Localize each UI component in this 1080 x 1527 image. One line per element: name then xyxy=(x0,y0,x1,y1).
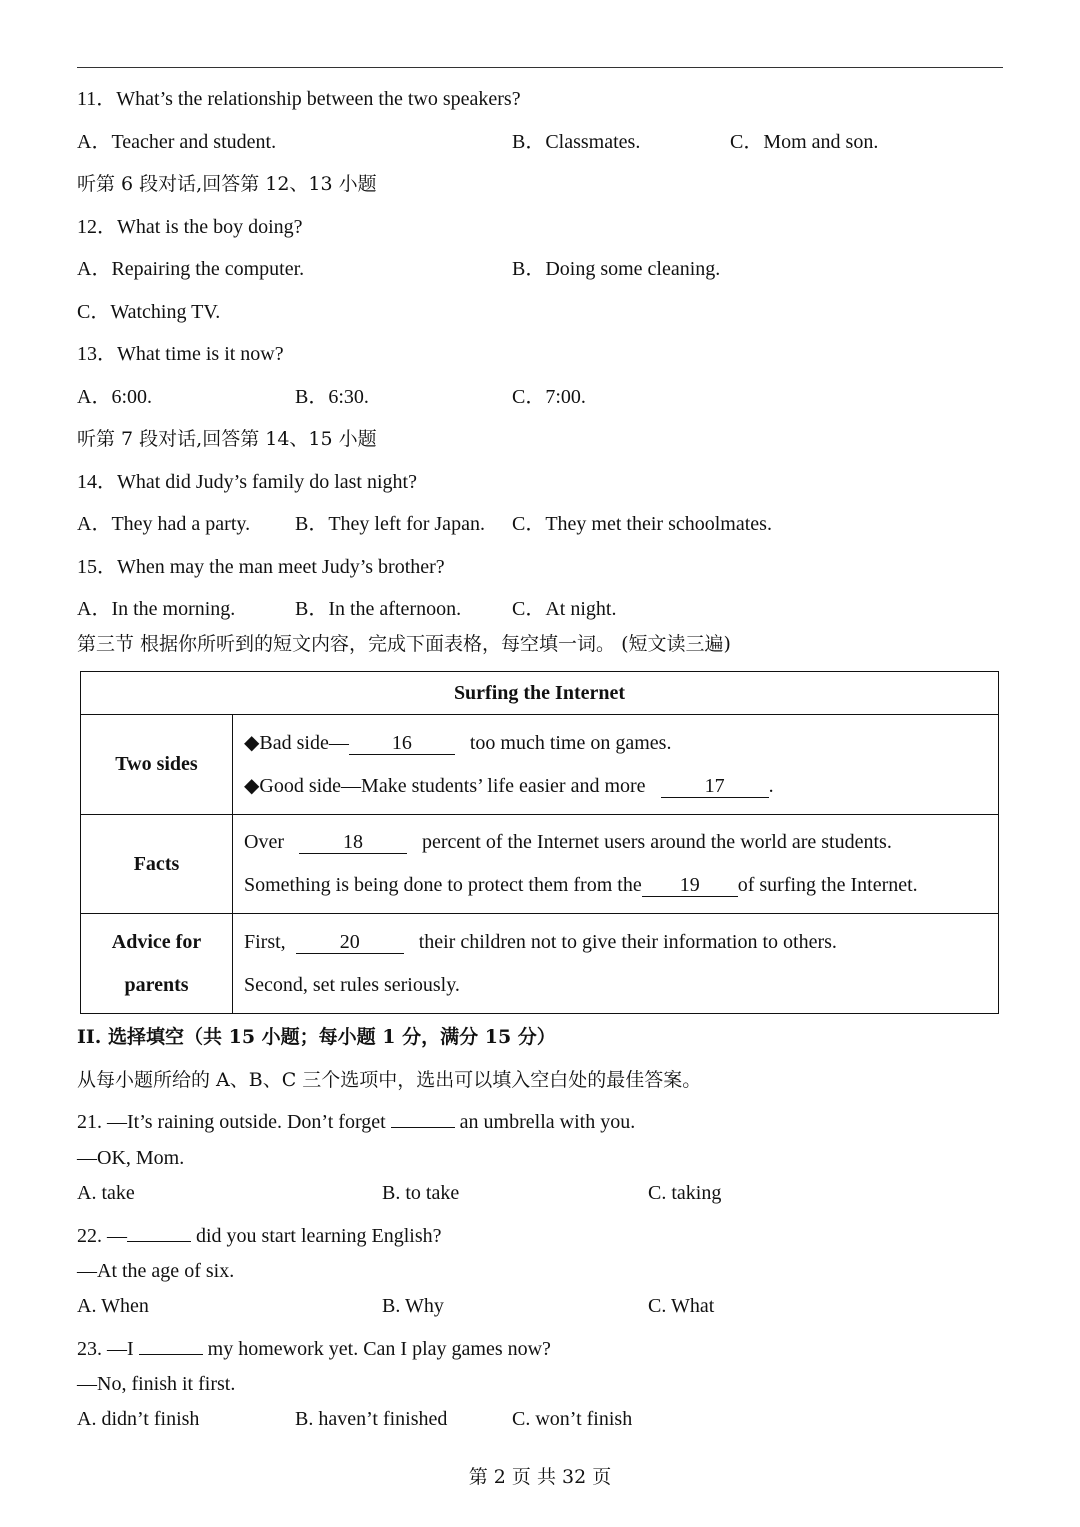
row-label-two-sides: Two sides xyxy=(81,715,233,815)
q12-option-c: C．Watching TV. xyxy=(77,301,221,323)
q11-option-b: B．Classmates. xyxy=(512,131,641,153)
q21-option-b: B. to take xyxy=(382,1182,460,1204)
q21-reply: —OK, Mom. xyxy=(77,1147,185,1169)
q22-question xyxy=(77,1224,442,1248)
q21-option-c: C. taking xyxy=(648,1182,722,1204)
q23-post: my homework yet. Can I play games now? xyxy=(207,1338,551,1360)
part2-title: II. 选择填空（共 15 小题；每小题 1 分，满分 15 分） xyxy=(77,1026,556,1048)
q22-reply: —At the age of six. xyxy=(77,1260,235,1282)
part3-instruction: 第三节 根据你所听到的短文内容，完成下面表格，每空填一词。 (短文读三遍) xyxy=(77,633,731,655)
row-content-two-sides xyxy=(233,715,999,815)
bad-side-text: ◆Bad side— xyxy=(244,731,349,754)
blank-17: 17 xyxy=(661,775,769,798)
q21-post: an umbrella with you. xyxy=(459,1111,636,1133)
table-title: Surfing the Internet xyxy=(81,672,999,715)
q14-question: 14．What did Judy’s family do last night? xyxy=(77,471,417,493)
q22-pre: 22. — xyxy=(77,1225,127,1247)
q23-reply: —No, finish it first. xyxy=(77,1373,236,1395)
q23-question xyxy=(77,1337,551,1361)
row-content-facts xyxy=(233,814,999,914)
section7-instruction: 听第 7 段对话,回答第 14、15 小题 xyxy=(77,428,377,450)
section6-instruction: 听第 6 段对话,回答第 12、13 小题 xyxy=(77,173,377,195)
q14-option-c: C．They met their schoolmates. xyxy=(512,513,772,535)
facts-line1-pre: Over xyxy=(244,831,284,854)
q12-option-a: A．Repairing the computer. xyxy=(77,258,305,280)
q23-option-b: B. haven’t finished xyxy=(295,1408,448,1430)
q12-option-b: B．Doing some cleaning. xyxy=(512,258,721,280)
blank-20: 20 xyxy=(296,931,404,954)
q21-blank xyxy=(391,1127,455,1128)
q15-option-a: A．In the morning. xyxy=(77,598,236,620)
q22-option-a: A. When xyxy=(77,1295,149,1317)
row-label-facts: Facts xyxy=(81,814,233,914)
q21-pre: 21. —It’s raining outside. Don’t forget xyxy=(77,1111,386,1133)
advice-label-line1: Advice for xyxy=(111,930,202,953)
q23-pre: 23. —I xyxy=(77,1338,134,1360)
row-content-advice xyxy=(233,914,999,1014)
q23-option-a: A. didn’t finish xyxy=(77,1408,200,1430)
blank-18: 18 xyxy=(299,831,407,854)
q22-post: did you start learning English? xyxy=(196,1225,442,1247)
q22-option-c: C. What xyxy=(648,1295,715,1317)
q13-option-b: B．6:30. xyxy=(295,386,369,408)
row-label-advice xyxy=(81,914,233,1014)
advice-label-line2: parents xyxy=(124,973,189,996)
facts-line2-pre: Something is being done to protect them from the xyxy=(244,874,642,897)
q21-option-a: A. take xyxy=(77,1182,135,1204)
q14-option-a: A．They had a party. xyxy=(77,513,251,535)
q11-option-a: A．Teacher and student. xyxy=(77,131,277,153)
q14-option-b: B．They left for Japan. xyxy=(295,513,485,535)
part2-instruction: 从每小题所给的 A、B、C 三个选项中，选出可以填入空白处的最佳答案。 xyxy=(77,1069,702,1091)
q23-option-c: C. won’t finish xyxy=(512,1408,633,1430)
table-row xyxy=(81,715,999,815)
blank-16: 16 xyxy=(349,732,455,755)
q13-question: 13．What time is it now? xyxy=(77,343,284,365)
surfing-internet-table xyxy=(80,671,999,1014)
q15-option-c: C．At night. xyxy=(512,598,617,620)
facts-line2-post: of surfing the Internet. xyxy=(737,874,918,897)
good-side-text: ◆Good side—Make students’ life easier and more xyxy=(244,774,646,797)
q12-question: 12．What is the boy doing? xyxy=(77,216,303,238)
q15-question: 15．When may the man meet Judy’s brother? xyxy=(77,556,445,578)
advice-line1-pre: First, xyxy=(244,930,286,953)
table-row xyxy=(81,814,999,914)
q13-option-c: C．7:00. xyxy=(512,386,586,408)
advice-line1-post: their children not to give their information to others. xyxy=(418,930,837,953)
bad-side-rest: too much time on games. xyxy=(469,731,672,754)
q11-option-c: C．Mom and son. xyxy=(730,131,879,153)
q15-option-b: B．In the afternoon. xyxy=(295,598,462,620)
q22-option-b: B. Why xyxy=(382,1295,444,1317)
q22-blank xyxy=(127,1241,191,1242)
q13-option-a: A．6:00. xyxy=(77,386,152,408)
advice-line2: Second, set rules seriously. xyxy=(244,973,460,996)
top-rule xyxy=(77,67,1003,68)
blank-19: 19 xyxy=(642,874,738,897)
q21-question xyxy=(77,1110,635,1134)
q11-question: 11．What’s the relationship between the two speakers? xyxy=(77,88,521,110)
page-footer: 第 2 页 共 32 页 xyxy=(468,1466,612,1488)
table-row xyxy=(81,914,999,1014)
good-side-end: . xyxy=(768,774,774,797)
q23-blank xyxy=(139,1354,203,1355)
facts-line1-post: percent of the Internet users around the world are students. xyxy=(421,831,892,854)
